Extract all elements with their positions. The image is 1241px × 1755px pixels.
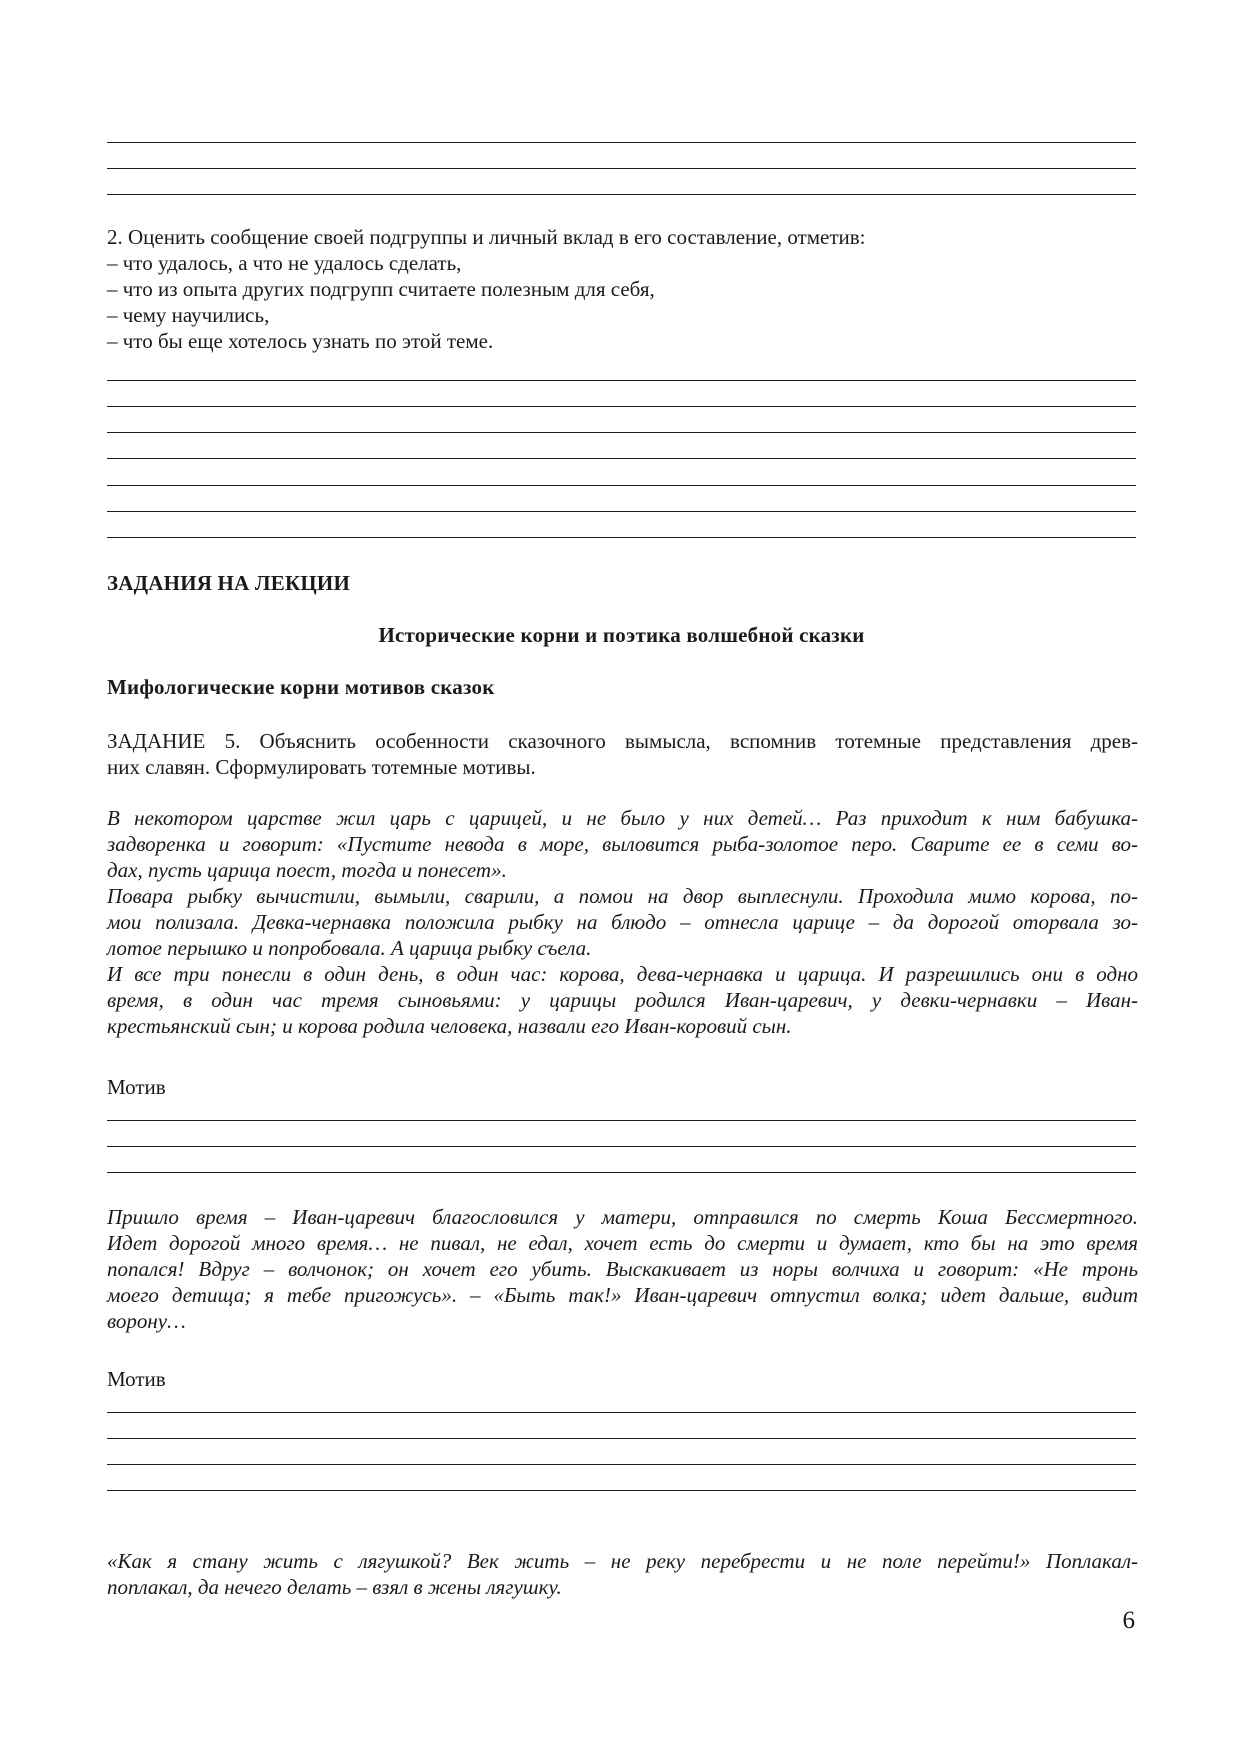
answer-line xyxy=(107,458,1136,459)
answer-line xyxy=(107,1146,1136,1147)
excerpt-line: В некотором царстве жил царь с царицей, и не было у них детей… Раз приходит к ним бабушка- xyxy=(107,806,1138,830)
answer-line xyxy=(107,432,1136,433)
tale-excerpt-2 xyxy=(107,1204,1138,1334)
page-number: 6 xyxy=(1122,1607,1135,1634)
excerpt-line: попался! Вдруг – волчонок; он хочет его убить. Выскакивает из норы волчиха и говорит: «Не тронь xyxy=(107,1257,1138,1281)
excerpt-line: ворону… xyxy=(107,1309,186,1333)
answer-line xyxy=(107,1120,1136,1121)
excerpt-line: дах, пусть царица поест, тогда и понесет». xyxy=(107,858,507,882)
section-2-item: – чему научились, xyxy=(107,303,270,327)
answer-line xyxy=(107,485,1136,486)
excerpt-line: «Как я стану жить с лягушкой? Век жить – не реку перебрести и не поле перейти!» Поплакал- xyxy=(107,1549,1138,1573)
motive-label: Мотив xyxy=(107,1367,166,1391)
subtopic-title: Мифологические корни мотивов сказок xyxy=(107,675,495,699)
excerpt-line: задворенка и говорит: «Пустите невода в море, выловится рыба-золотое перо. Сварите ее в семи во- xyxy=(107,832,1138,856)
section-2-item: – что из опыта других подгрупп считаете полезным для себя, xyxy=(107,277,655,301)
answer-line xyxy=(107,1464,1136,1465)
excerpt-line: моего детища; я тебе пригожусь». – «Быть так!» Иван-царевич отпустил волка; идет дальше, видит xyxy=(107,1283,1138,1307)
answer-line xyxy=(107,511,1136,512)
tale-excerpt-1 xyxy=(107,805,1138,1039)
excerpt-line: мои полизала. Девка-чернавка положила рыбку на блюдо – отнесла царице – да дорогой оторвала зо- xyxy=(107,910,1138,934)
section-2 xyxy=(107,224,1138,354)
excerpt-line: крестьянский сын; и корова родила человека, назвали его Иван-коровий сын. xyxy=(107,1014,792,1038)
answer-line xyxy=(107,142,1136,143)
task-5 xyxy=(107,728,1138,780)
answer-line xyxy=(107,1490,1136,1491)
answer-line xyxy=(107,194,1136,195)
task-5-line: ЗАДАНИЕ 5. Объяснить особенности сказочного вымысла, вспомнив тотемные представления древ- xyxy=(107,729,1138,753)
topic-title: Исторические корни и поэтика волшебной сказки xyxy=(378,623,865,647)
excerpt-line: Идет дорогой много время… не пивал, не едал, хочет есть до смерти и думает, кто бы на это время xyxy=(107,1231,1138,1255)
motive-label: Мотив xyxy=(107,1075,166,1099)
answer-line xyxy=(107,406,1136,407)
task-5-line: них славян. Сформулировать тотемные мотивы. xyxy=(107,755,536,779)
section-2-item: – что бы еще хотелось узнать по этой теме. xyxy=(107,329,494,353)
excerpt-line: И все три понесли в один день, в один час: корова, дева-чернавка и царица. И разрешились они в одно xyxy=(107,962,1138,986)
answer-line xyxy=(107,1438,1136,1439)
section-2-item: – что удалось, а что не удалось сделать, xyxy=(107,251,462,275)
excerpt-line: время, в один час тремя сыновьями: у царицы родился Иван-царевич, у девки-чернавки – Иван- xyxy=(107,988,1138,1012)
answer-line xyxy=(107,168,1136,169)
excerpt-line: поплакал, да нечего делать – взял в жены лягушку. xyxy=(107,1575,562,1599)
excerpt-line: Пришло время – Иван-царевич благословился у матери, отправился по смерть Коша Бессмертного. xyxy=(107,1205,1138,1229)
section-heading: ЗАДАНИЯ НА ЛЕКЦИИ xyxy=(107,571,350,595)
answer-line xyxy=(107,1172,1136,1173)
excerpt-line: Повара рыбку вычистили, вымыли, сварили, а помои на двор выплеснули. Проходила мимо корова, по- xyxy=(107,884,1138,908)
excerpt-line: лотое перышко и попробовала. А царица рыбку съела. xyxy=(107,936,592,960)
answer-line xyxy=(107,537,1136,538)
answer-line xyxy=(107,1412,1136,1413)
section-2-intro: 2. Оценить сообщение своей подгруппы и личный вклад в его составление, отметив: xyxy=(107,225,866,249)
answer-line xyxy=(107,380,1136,381)
tale-excerpt-3 xyxy=(107,1548,1138,1600)
